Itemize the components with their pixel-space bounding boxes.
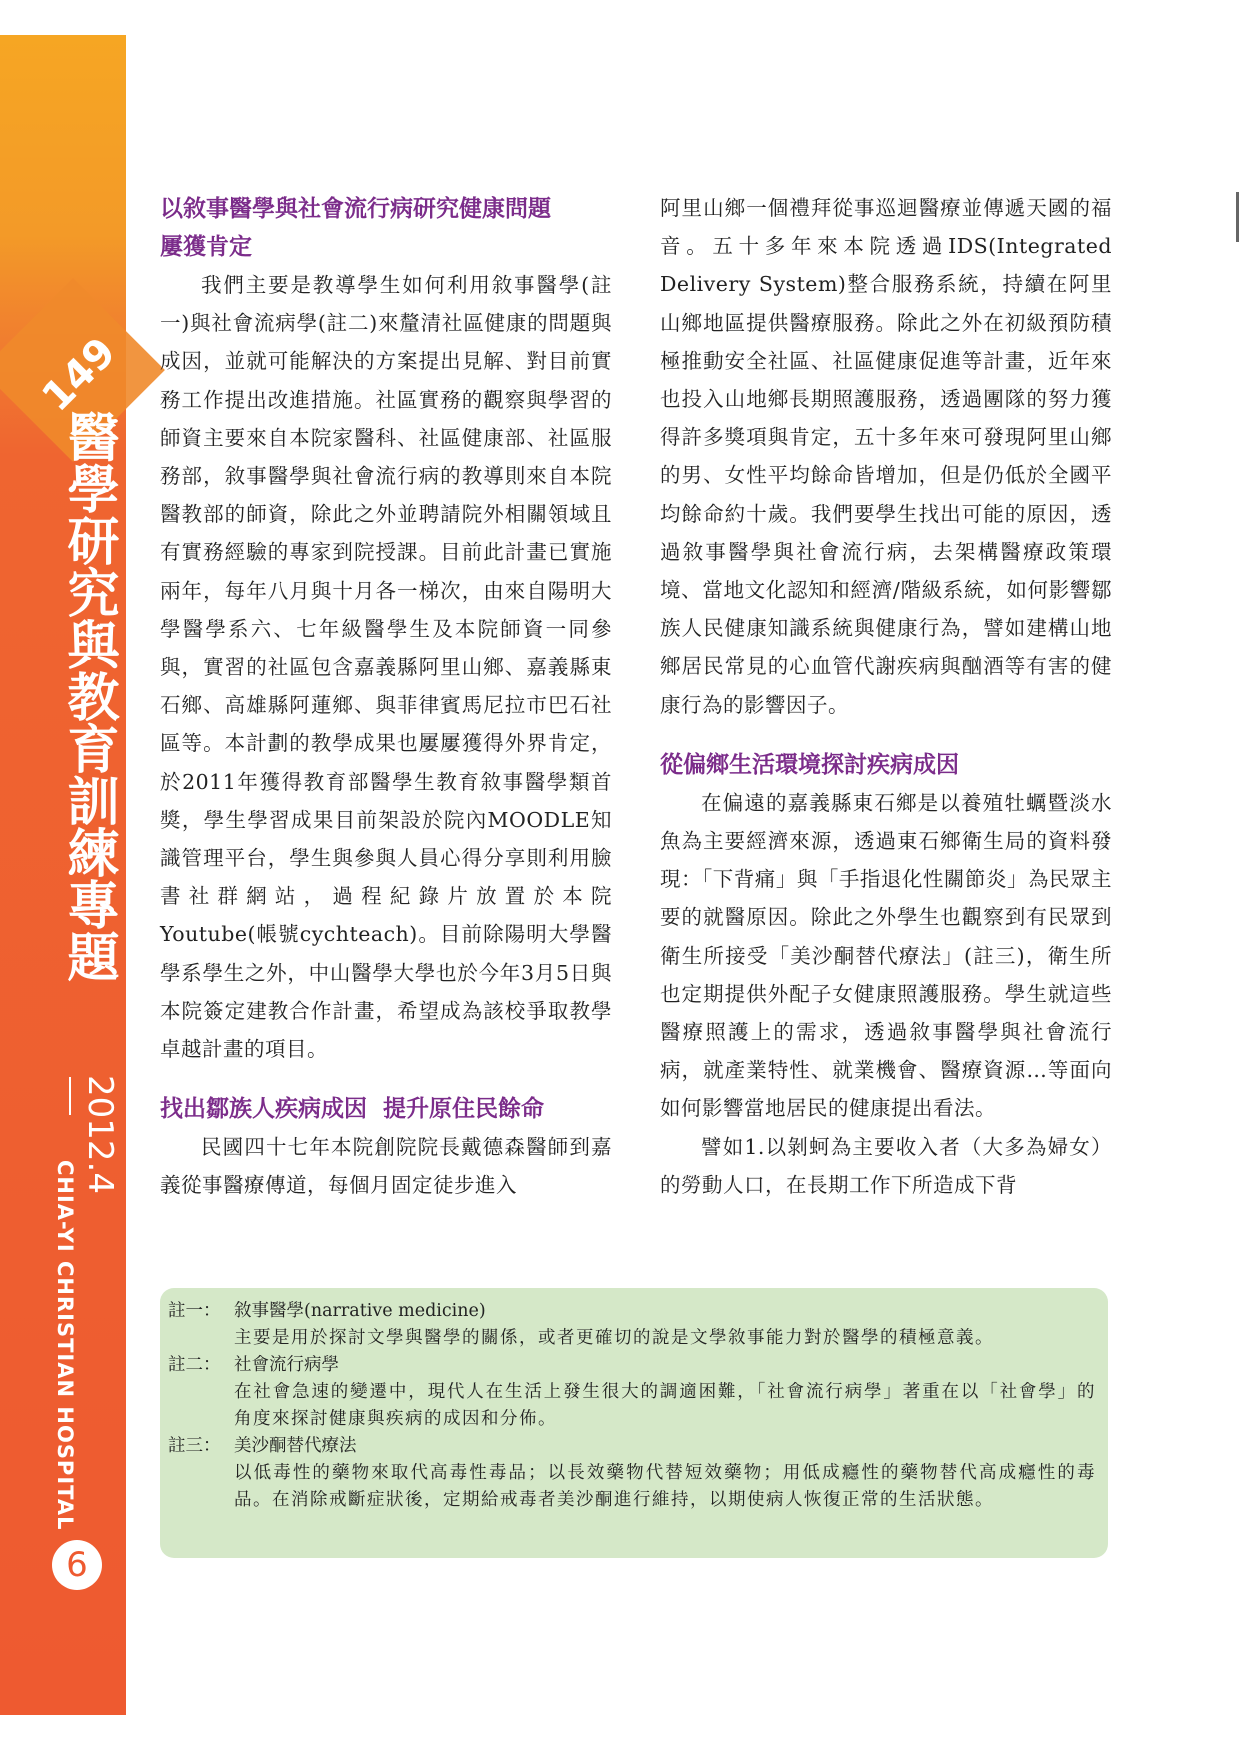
date-divider	[69, 1077, 71, 1115]
footnote-label: 註二：	[168, 1355, 221, 1375]
footnotes-box	[160, 1288, 1108, 1558]
footnote-label: 註三：	[168, 1436, 221, 1456]
sidebar	[0, 35, 126, 1715]
issue-date: 2012.4	[80, 1075, 120, 1194]
footnote-title: 美沙酮替代療法	[234, 1436, 357, 1456]
continuation-paragraph: 阿里山鄉一個禮拜從事巡迴醫療並傳遞天國的福音。五十多年來本院透過IDS(Integrated Delivery System)整合服務系統，持續在阿里山鄉地區提供醫療服務。除此之外在初級預防積極推動安全社區、社區健康促進等計畫，近年來也投入山地鄉長期照護服務，透過團隊的努力獲得許多獎項與肯定，五十多年來可發現阿里山鄉的男、女性平均餘命皆增加，但是仍低於全國平均餘命約十歲。我們要學生找出可能的原因，透過敘事醫學與社會流行病，去架構醫療政策環境、當地文化認知和經濟/階級系統，如何影響鄒族人民健康知識系統與健康行為，譬如建構山地鄉居民常見的心血管代謝疾病與酗酒等有害的健康行為的影響因子。	[660, 196, 1112, 717]
page-edge-mark	[1236, 192, 1239, 242]
section3-heading: 從偏鄉生活環境探討疾病成因	[660, 751, 959, 778]
left-column	[160, 190, 612, 1205]
section-title: 醫學研究與教育訓練專題	[58, 410, 118, 982]
section2-paragraph: 民國四十七年本院創院院長戴德森醫師到嘉義從事醫療傳道，每個月固定徒步進入	[160, 1135, 612, 1198]
section1-heading-line2: 屢獲肯定	[160, 234, 252, 260]
section1-heading	[160, 190, 612, 266]
footnote	[168, 1298, 1096, 1352]
page-number: 6	[52, 1540, 102, 1590]
footnote	[168, 1433, 1096, 1514]
issue-number: 149	[33, 328, 126, 421]
footnote-title: 敘事醫學(narrative medicine)	[234, 1301, 486, 1321]
section3-paragraph1: 在偏遠的嘉義縣東石鄉是以養殖牡蠣暨淡水魚為主要經濟來源，透過東石鄉衛生局的資料發現：「下背痛」與「手指退化性關節炎」為民眾主要的就醫原因。除此之外學生也觀察到有民眾到衛生所接受「美沙酮替代療法」(註三)，衛生所也定期提供外配子女健康照護服務。學生就這些醫療照護上的需求，透過敘事醫學與社會流行病，就產業特性、就業機會、醫療資源…等面向如何影響當地居民的健康提出看法。	[660, 790, 1112, 1121]
hospital-name: CHIA-YI CHRISTIAN HOSPITAL	[53, 1160, 77, 1531]
footnote-body: 主要是用於探討文學與醫學的關係，或者更確切的說是文學敘事能力對於醫學的積極意義。	[234, 1328, 994, 1348]
footnote-label: 註一：	[168, 1301, 221, 1321]
section1-heading-line1: 以敘事醫學與社會流行病研究健康問題	[160, 196, 551, 222]
section2-heading: 找出鄒族人疾病成因 提升原住民餘命	[160, 1096, 545, 1123]
footnote	[168, 1352, 1096, 1433]
footnote-title: 社會流行病學	[234, 1355, 339, 1375]
footnote-body: 以低毒性的藥物來取代高毒性毒品；以長效藥物代替短效藥物；用低成癮性的藥物替代高成癮性的毒品。在消除戒斷症狀後，定期給戒毒者美沙酮進行維持，以期使病人恢復正常的生活狀態。	[234, 1463, 1096, 1510]
section1-paragraph: 我們主要是教導學生如何利用敘事醫學(註一)與社會流病學(註二)來釐清社區健康的問題與成因，並就可能解決的方案提出見解、對目前實務工作提出改進措施。社區實務的觀察與學習的師資主要來自本院家醫科、社區健康部、社區服務部，敘事醫學與社會流行病的教導則來自本院醫教部的師資，除此之外並聘請院外相關領域且有實務經驗的專家到院授課。目前此計畫已實施兩年，每年八月與十月各一梯次，由來自陽明大學醫學系六、七年級醫學生及本院師資一同參與，實習的社區包含嘉義縣阿里山鄉、嘉義縣東石鄉、高雄縣阿蓮鄉、與菲律賓馬尼拉市巴石社區等。本計劃的教學成果也屢屢獲得外界肯定，於2011年獲得教育部醫學生教育敘事醫學類首獎，學生學習成果目前架設於院內MOODLE知識管理平台，學生與參與人員心得分享則利用臉書社群網站，過程紀錄片放置於本院Youtube(帳號cychteach)。目前除陽明大學醫學系學生之外，中山醫學大學也於今年3月5日與本院簽定建教合作計畫，希望成為該校爭取教學卓越計畫的項目。	[160, 273, 612, 1062]
footnote-body: 在社會急速的變遷中，現代人在生活上發生很大的調適困難，「社會流行病學」著重在以「社會學」的角度來探討健康與疾病的成因和分佈。	[234, 1382, 1096, 1429]
section3-paragraph2: 譬如1.以剝蚵為主要收入者（大多為婦女）的勞動人口，在長期工作下所造成下背	[660, 1134, 1112, 1197]
right-column	[660, 190, 1112, 1204]
